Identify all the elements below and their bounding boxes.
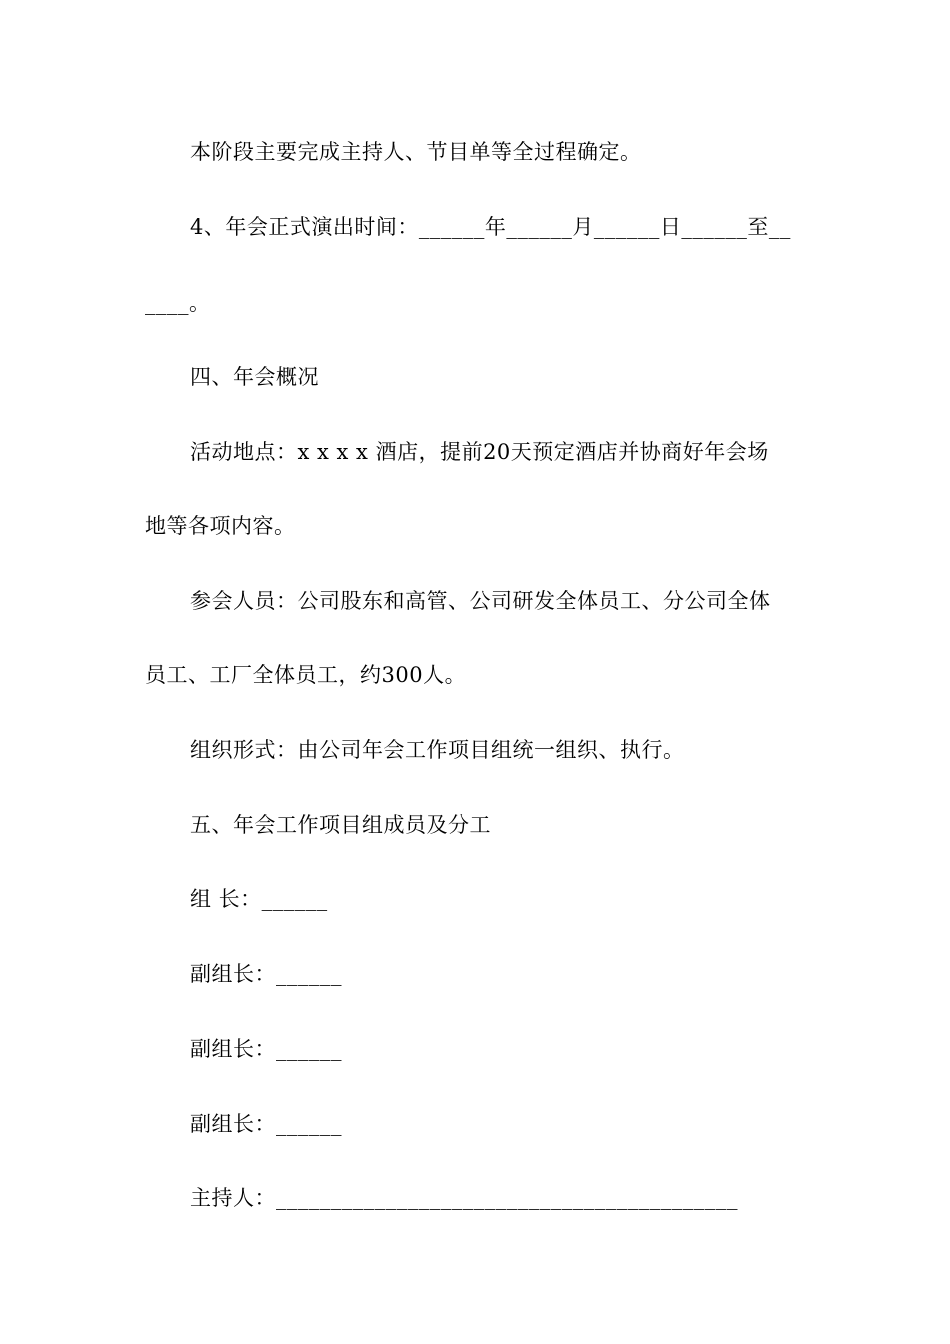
paragraph-attendees-continued: 员工、工厂全体员工，约300人。 [145, 663, 467, 687]
paragraph-performance-time-continued: ____。 [145, 291, 211, 315]
paragraph-stage-summary: 本阶段主要完成主持人、节目单等全过程确定。 [190, 140, 642, 164]
paragraph-venue: 活动地点：x x x x 酒店，提前20天预定酒店并协商好年会场 [190, 440, 769, 464]
section-heading-team: 五、年会工作项目组成员及分工 [190, 813, 491, 837]
deputy-leader-line-3: 副组长：______ [190, 1112, 342, 1136]
deputy-leader-line-1: 副组长：______ [190, 962, 342, 986]
paragraph-venue-continued: 地等各项内容。 [145, 514, 296, 538]
paragraph-attendees: 参会人员：公司股东和高管、公司研发全体员工、分公司全体 [190, 589, 771, 613]
section-heading-overview: 四、年会概况 [190, 365, 319, 389]
paragraph-organization: 组织形式：由公司年会工作项目组统一组织、执行。 [190, 738, 685, 762]
deputy-leader-line-2: 副组长：______ [190, 1037, 342, 1061]
host-line: 主持人：__________________________________________ [190, 1186, 738, 1210]
team-leader-line: 组 长：______ [190, 887, 328, 911]
paragraph-performance-time: 4、年会正式演出时间：______年______月______日______至__ [190, 215, 791, 239]
